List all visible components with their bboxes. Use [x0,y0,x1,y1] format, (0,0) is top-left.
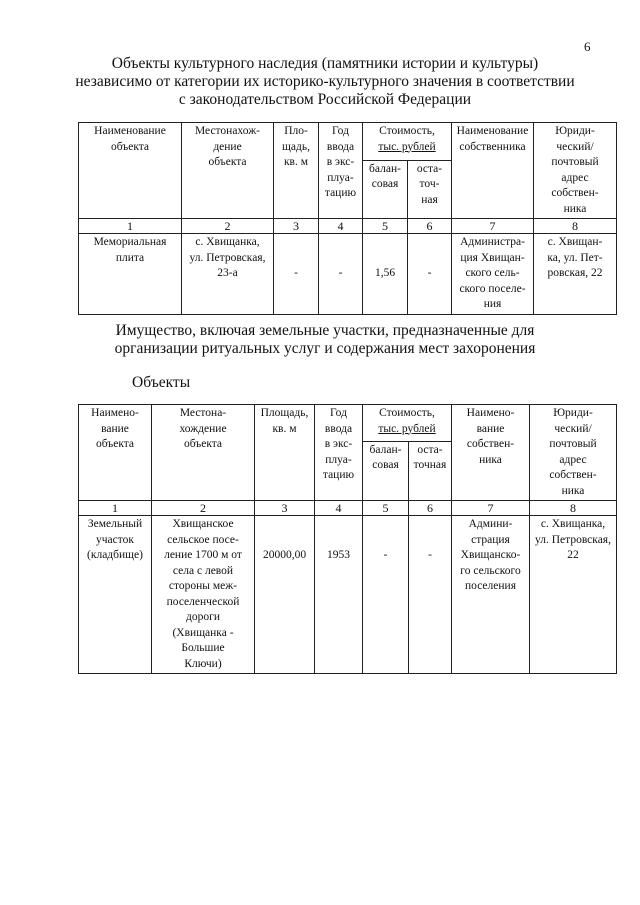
cell-address: с. Хвищан- ка, ул. Пет- ровская, 22 [534,234,617,315]
col-number: 2 [182,219,274,234]
header-residual: оста- точ- ная [408,160,452,218]
heading-line: Имущество, включая земельные участки, предназначенные для [115,322,535,339]
objects-label: Объекты [132,374,191,391]
cell-owner: Администра- ция Хвищан- ского сель- ского поселе- ния [452,234,534,315]
col-number: 3 [274,219,319,234]
header-balance: балан- совая [363,160,408,218]
cell-area: 20000,00 [255,516,315,674]
heritage-table [78,122,617,315]
section2-heading [60,322,590,358]
section1-heading [60,55,590,109]
header-year: Год ввода в экс- плуа- тацию [315,405,363,501]
cell-location: с. Хвищанка, ул. Петровская, 23-а [182,234,274,315]
col-number: 6 [409,501,452,516]
cell-owner: Админи- страция Хвищанско- го сельского поселения [452,516,530,674]
table-row [79,234,617,315]
header-area: Пло- щадь, кв. м [274,123,319,219]
ritual-property-table [78,404,617,674]
header-cost: Стоимость, тыс. рублей [363,405,452,442]
col-number: 4 [319,219,363,234]
col-number: 7 [452,219,534,234]
header-residual: оста- точная [409,441,452,500]
col-number: 4 [315,501,363,516]
header-year: Год ввода в экс- плуа- тацию [319,123,363,219]
cell-area: - [274,234,319,315]
header-name: Наименование объекта [79,123,182,219]
header-location: Местонахож- дение объекта [182,123,274,219]
header-owner: Наимено- вание собствен- ника [452,405,530,501]
cell-residual: - [409,516,452,674]
col-number: 5 [363,219,408,234]
cell-year: 1953 [315,516,363,674]
col-number: 6 [408,219,452,234]
header-address: Юриди- ческий/ почтовый адрес собствен- ника [530,405,617,501]
heading-line: с законодательством Российской Федерации [178,91,472,108]
cell-name: Земельный участок (кладбище) [79,516,152,674]
col-number: 8 [534,219,617,234]
col-number: 7 [452,501,530,516]
col-number: 1 [79,219,182,234]
col-number: 3 [255,501,315,516]
cell-balance: - [363,516,409,674]
header-area: Площадь, кв. м [255,405,315,501]
header-owner: Наименование собственника [452,123,534,219]
column-number-row [79,219,617,234]
col-number: 2 [152,501,255,516]
heading-line: Объекты культурного наследия (памятники истории и культуры) [111,55,539,72]
cell-residual: - [408,234,452,315]
cell-balance: 1,56 [363,234,408,315]
cell-address: с. Хвищанка, ул. Петровская, 22 [530,516,617,674]
header-address: Юриди- ческий/ почтовый адрес собствен- ника [534,123,617,219]
page-number: 6 [584,39,591,54]
column-number-row [79,501,617,516]
cell-year: - [319,234,363,315]
header-balance: балан- совая [363,441,409,500]
col-number: 1 [79,501,152,516]
heading-line: независимо от категории их историко-культурного значения в соответствии [75,73,575,90]
col-number: 5 [363,501,409,516]
header-cost: Стоимость, тыс. рублей [363,123,452,161]
cell-location: Хвищанское сельское посе- ление 1700 м от села с левой стороны меж- поселенческой дороги (Хвищанка - Большие Ключи) [152,516,255,674]
heading-line: организации ритуальных услуг и содержания мест захоронения [114,340,536,357]
table-row [79,516,617,674]
header-location: Местона- хождение объекта [152,405,255,501]
col-number: 8 [530,501,617,516]
header-name: Наимено- вание объекта [79,405,152,501]
cell-name: Мемориальная плита [79,234,182,315]
